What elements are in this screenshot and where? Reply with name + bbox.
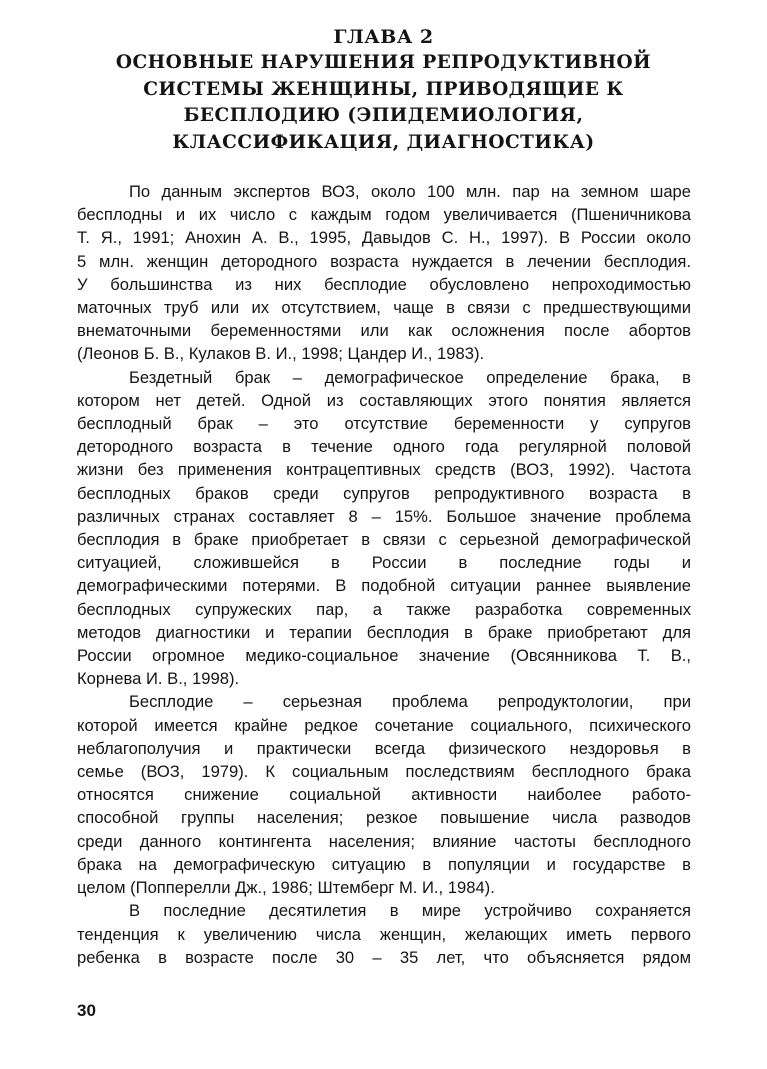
text-line: различных странах составляет 8 – 15%. Большое значение проблема — [77, 506, 691, 526]
page-number: 30 — [77, 1001, 96, 1020]
text-line: которой имеется крайне редкое сочетание социального, психического — [77, 715, 691, 735]
text-line: России огромное медико-социальное значение (Овсянникова Т. В., — [77, 646, 691, 666]
text-line: методов диагностики и терапии бесплодия в браке приобретают для — [77, 622, 691, 642]
chapter-title-line: КЛАССИФИКАЦИЯ, ДИАГНОСТИКА) — [172, 131, 595, 153]
text-line: бесплодный брак – это отсутствие беременности у супругов — [77, 414, 691, 434]
chapter-header — [0, 24, 767, 156]
chapter-title-line: СИСТЕМЫ ЖЕНЩИНЫ, ПРИВОДЯЩИЕ К — [143, 78, 624, 100]
text-line: бесплодных супружеских пар, а также разработка современных — [77, 599, 691, 619]
text-line: способной группы населения; резкое повышение числа разводов — [77, 808, 691, 828]
text-line: жизни без применения контрацептивных средств (ВОЗ, 1992). Частота — [77, 460, 691, 480]
text-line: детородного возраста в течение одного года регулярной половой — [77, 437, 691, 457]
text-line: семье (ВОЗ, 1979). К социальным последствиям бесплодного брака — [77, 762, 691, 782]
text-line: 5 млн. женщин детородного возраста нуждается в лечении бесплодия. — [77, 251, 691, 271]
paragraph-3 — [77, 690, 691, 899]
text-line: котором нет детей. Одной из составляющих этого понятия является — [77, 390, 691, 410]
text-line: У большинства из них бесплодие обусловлено непроходимостью — [77, 274, 691, 294]
text-line: Корнева И. В., 1998). — [77, 669, 240, 689]
text-line: среди данного контингента населения; влияние частоты бесплодного — [77, 831, 691, 851]
text-line: бесплодия в браке приобретает в связи с серьезной демографической — [77, 530, 691, 550]
text-line: относятся снижение социальной активности наиболее работо- — [77, 785, 691, 805]
text-line: маточных труб или их отсутствием, чаще в связи с предшествующими — [77, 298, 691, 318]
chapter-title-line: БЕСПЛОДИЮ (ЭПИДЕМИОЛОГИЯ, — [183, 105, 584, 126]
text-line: тенденция к увеличению числа женщин, желающих иметь первого — [77, 924, 691, 944]
text-line: целом (Попперелли Дж., 1986; Штемберг М. И., 1984). — [77, 878, 495, 898]
text-line: В последние десятилетия в мире устройчиво сохраняется — [129, 901, 691, 921]
text-line: бесплодны и их число с каждым годом увеличивается (Пшеничникова — [77, 205, 691, 225]
text-line: Т. Я., 1991; Анохин А. В., 1995, Давыдов С. Н., 1997). В России около — [77, 228, 691, 248]
chapter-title-line: ОСНОВНЫЕ НАРУШЕНИЯ РЕПРОДУКТИВНОЙ — [115, 52, 652, 73]
text-line: бесплодных браков среди супругов репродуктивного возраста в — [77, 483, 691, 503]
paragraph-2 — [77, 366, 691, 691]
text-line: неблагополучия и практически всегда физического нездоровья в — [77, 738, 691, 758]
text-line: ситуацией, сложившейся в России в последние годы и — [77, 553, 691, 573]
body-text — [77, 180, 691, 969]
chapter-label: ГЛАВА 2 — [333, 26, 434, 48]
paragraph-4 — [77, 899, 691, 969]
text-line: ребенка в возрасте после 30 – 35 лет, что объясняется рядом — [77, 947, 691, 967]
text-line: (Леонов Б. В., Кулаков В. И., 1998; Цандер И., 1983). — [77, 344, 485, 364]
text-line: внематочными беременностями или как осложнения после абортов — [77, 321, 691, 341]
text-line: По данным экспертов ВОЗ, около 100 млн. пар на земном шаре — [129, 182, 691, 201]
text-line: брака на демографическую ситуацию в популяции и государстве в — [77, 854, 691, 874]
text-line: Бесплодие – серьезная проблема репродуктологии, при — [129, 692, 691, 712]
paragraph-1 — [77, 180, 691, 366]
text-line: Бездетный брак – демографическое определение брака, в — [129, 367, 691, 387]
chapter-title — [84, 50, 684, 156]
text-line: демографическими потерями. В подобной ситуации раннее выявление — [77, 576, 691, 596]
